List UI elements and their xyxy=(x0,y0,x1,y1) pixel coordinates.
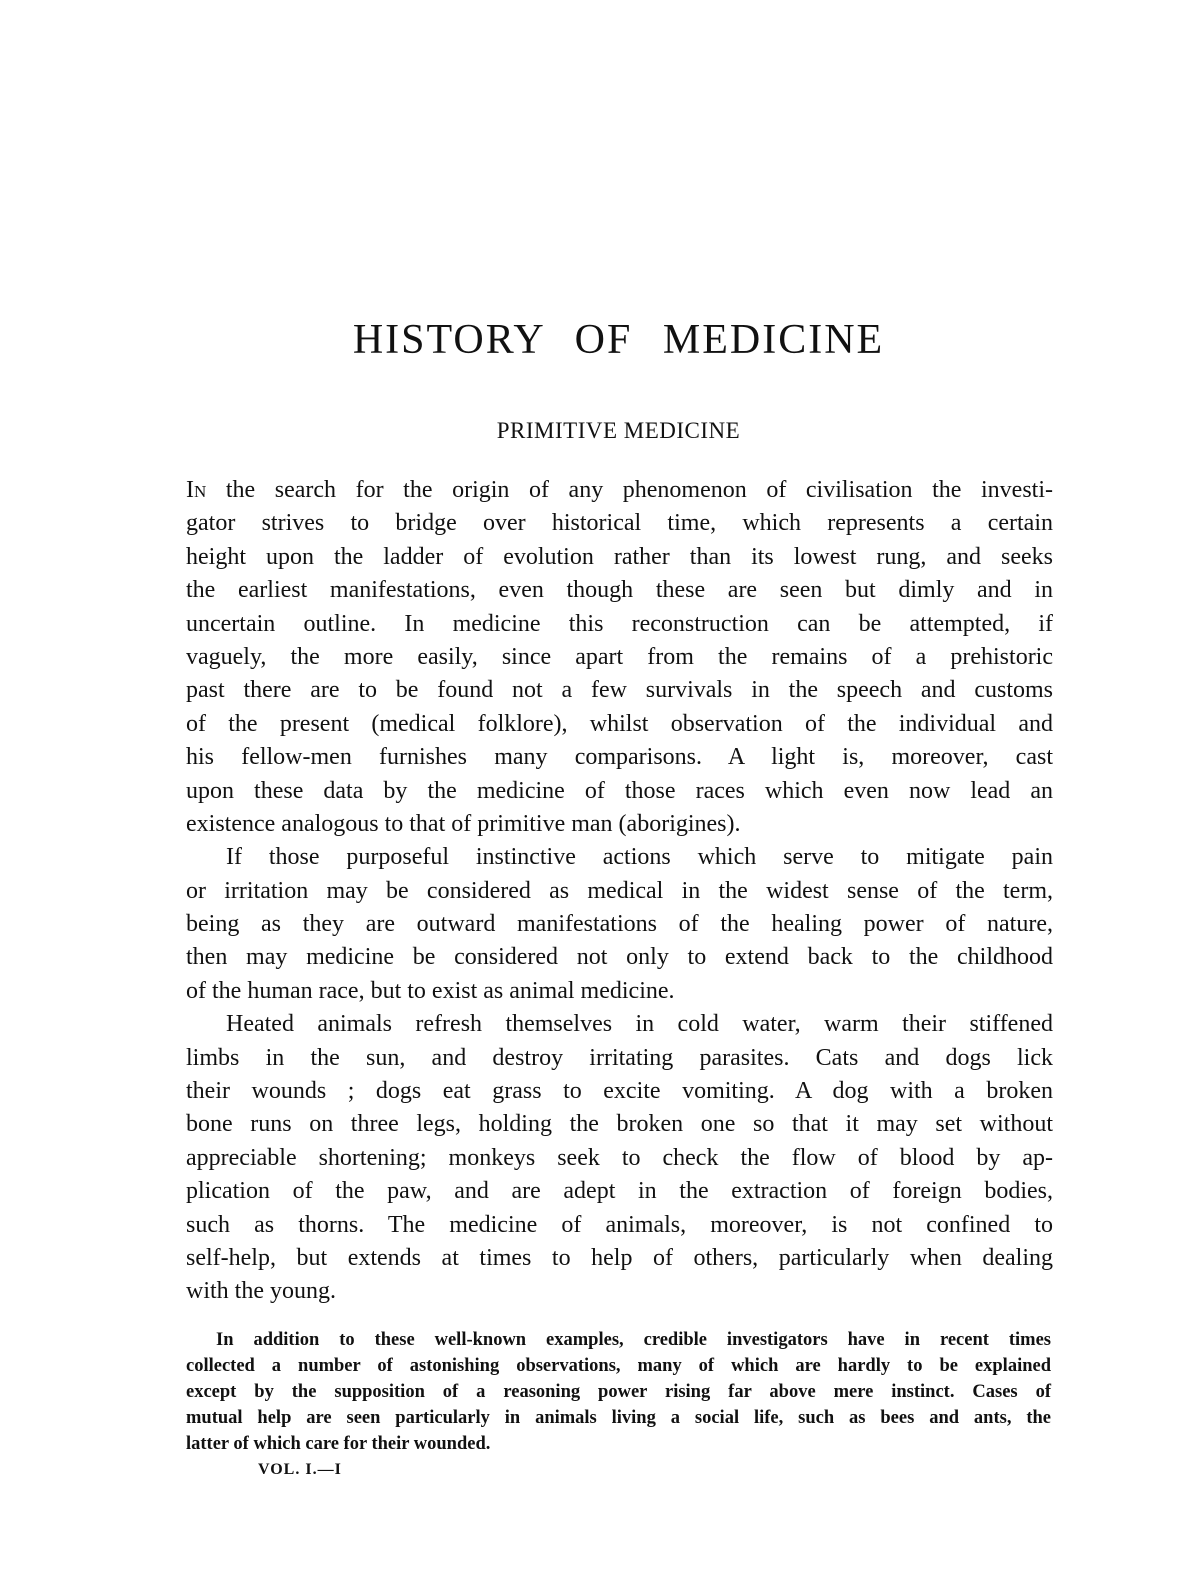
text-line: height upon the ladder of evolution rather than its lowest rung, and seeks xyxy=(186,543,1053,570)
text-line: In the search for the origin of any phenomenon of civilisation the investi- xyxy=(186,477,1053,503)
text-line: vaguely, the more easily, since apart from the remains of a prehistoric xyxy=(186,643,1053,670)
text-line: appreciable shortening; monkeys seek to check the flow of blood by ap- xyxy=(186,1144,1053,1171)
text-line: of the human race, but to exist as animal medicine. xyxy=(186,977,675,1004)
text-line: then may medicine be considered not only to extend back to the childhood xyxy=(186,944,1053,971)
text-line: gator strives to bridge over historical time, which represents a certain xyxy=(186,510,1053,537)
text-line: their wounds ; dogs eat grass to excite vomiting. A dog with a broken xyxy=(186,1078,1053,1105)
section-heading: PRIMITIVE MEDICINE xyxy=(496,418,741,443)
text-line: with the young. xyxy=(186,1278,336,1305)
note-line: mutual help are seen particularly in animals living a social life, such as bees and ants, the xyxy=(186,1408,1051,1428)
text-line: bone runs on three legs, holding the broken one so that it may set without xyxy=(186,1111,1053,1138)
text-line: Heated animals refresh themselves in cold water, warm their stiffened xyxy=(226,1011,1053,1038)
text-line: past there are to be found not a few survivals in the speech and customs xyxy=(186,677,1053,704)
note-text xyxy=(186,1327,1051,1457)
text-line: being as they are outward manifestations of the healing power of nature, xyxy=(186,911,1053,938)
signature-mark: VOL. I.—I xyxy=(258,1461,342,1478)
text-line: limbs in the sun, and destroy irritating parasites. Cats and dogs lick xyxy=(186,1044,1053,1071)
text-line: such as thorns. The medicine of animals, moreover, is not confined to xyxy=(186,1211,1053,1238)
text-line: his fellow-men furnishes many comparisons. A light is, moreover, cast xyxy=(186,744,1053,771)
note-line: except by the supposition of a reasoning power rising far above mere instinct. Cases of xyxy=(186,1382,1051,1402)
note-line: In addition to these well-known examples, credible investigators have in recent times xyxy=(216,1330,1051,1350)
text-line: the earliest manifestations, even though these are seen but dimly and in xyxy=(186,577,1053,604)
note-line: latter of which care for their wounded. xyxy=(186,1434,491,1454)
text-line: existence analogous to that of primitive man (aborigines). xyxy=(186,810,741,837)
text-line: If those purposeful instinctive actions which serve to mitigate pain xyxy=(226,844,1053,871)
text-line: uncertain outline. In medicine this reconstruction can be attempted, if xyxy=(186,610,1053,637)
page-title: HISTORY OF MEDICINE xyxy=(352,317,885,363)
text-line: or irritation may be considered as medical in the widest sense of the term, xyxy=(186,877,1053,904)
body-text xyxy=(186,474,1053,1309)
text-line: plication of the paw, and are adept in the extraction of foreign bodies, xyxy=(186,1178,1053,1205)
text-line: upon these data by the medicine of those races which even now lead an xyxy=(186,777,1053,804)
text-line: self-help, but extends at times to help of others, particularly when dealing xyxy=(186,1244,1053,1271)
text-line: of the present (medical folklore), whilst observation of the individual and xyxy=(186,710,1053,737)
note-line: collected a number of astonishing observations, many of which are hardly to be explained xyxy=(186,1356,1051,1376)
